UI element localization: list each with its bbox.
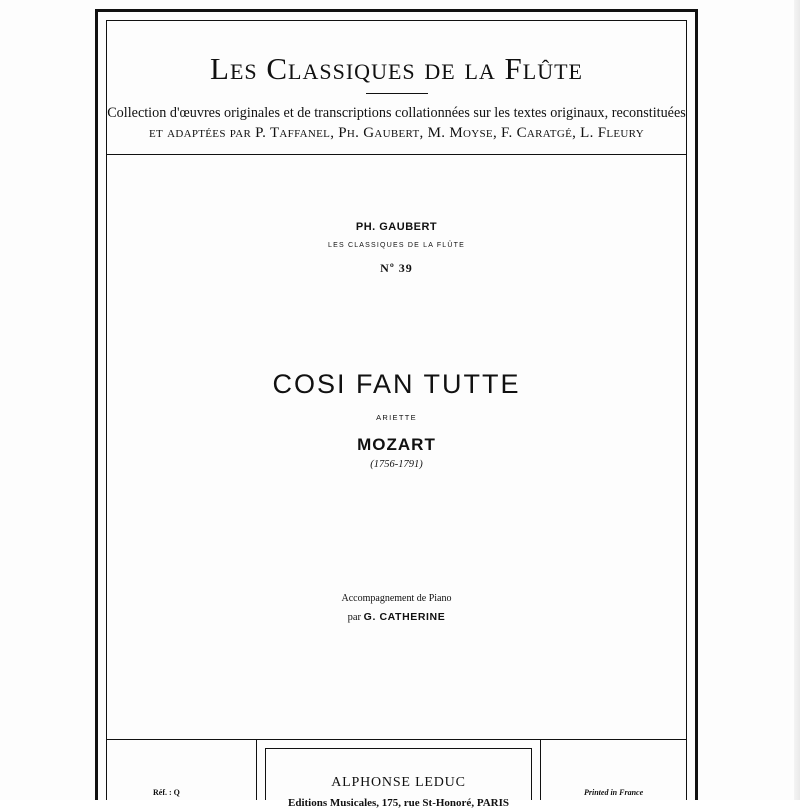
footer-panel [107, 739, 686, 809]
reference-code: Réf. : Q [153, 788, 180, 797]
outer-frame [95, 9, 698, 809]
arranger-prefix: par [347, 612, 362, 623]
publisher-inner-box [265, 748, 532, 809]
scan-edge [794, 0, 800, 800]
editor-series: LES CLASSIQUES DE LA FLÛTE [327, 242, 466, 249]
arranger-line [107, 611, 686, 623]
printed-in-label: Printed in France [584, 788, 644, 797]
series-number: Nº 39 [380, 261, 413, 275]
work-subtitle: ARIETTE [376, 413, 417, 422]
composer-dates: (1756-1791) [370, 459, 423, 470]
publisher-box [256, 740, 541, 809]
editor-name: PH. GAUBERT [355, 221, 438, 233]
work-title: COSI FAN TUTTE [272, 369, 521, 399]
title-divider [366, 93, 428, 94]
publisher-address: Editions Musicales, 175, rue St-Honoré, PARIS [287, 797, 510, 809]
composer-name: MOZART [357, 435, 436, 454]
collection-description-line-1: Collection d'œuvres originales et de transcriptions collationnées sur les textes originaux, reconstituées [107, 105, 686, 121]
publisher-name: ALPHONSE LEDUC [331, 775, 466, 790]
collection-description-line-2: et adaptées par P. Taffanel, Ph. Gaubert, M. Moyse, F. Caratgé, L. Fleury [149, 125, 644, 141]
series-title: Les Classiques de la Flûte [210, 51, 583, 86]
arranger-name: G. CATHERINE [363, 611, 446, 623]
header-panel [107, 21, 686, 155]
accompaniment-label: Accompagnement de Piano [341, 593, 452, 604]
inner-frame [106, 20, 687, 809]
